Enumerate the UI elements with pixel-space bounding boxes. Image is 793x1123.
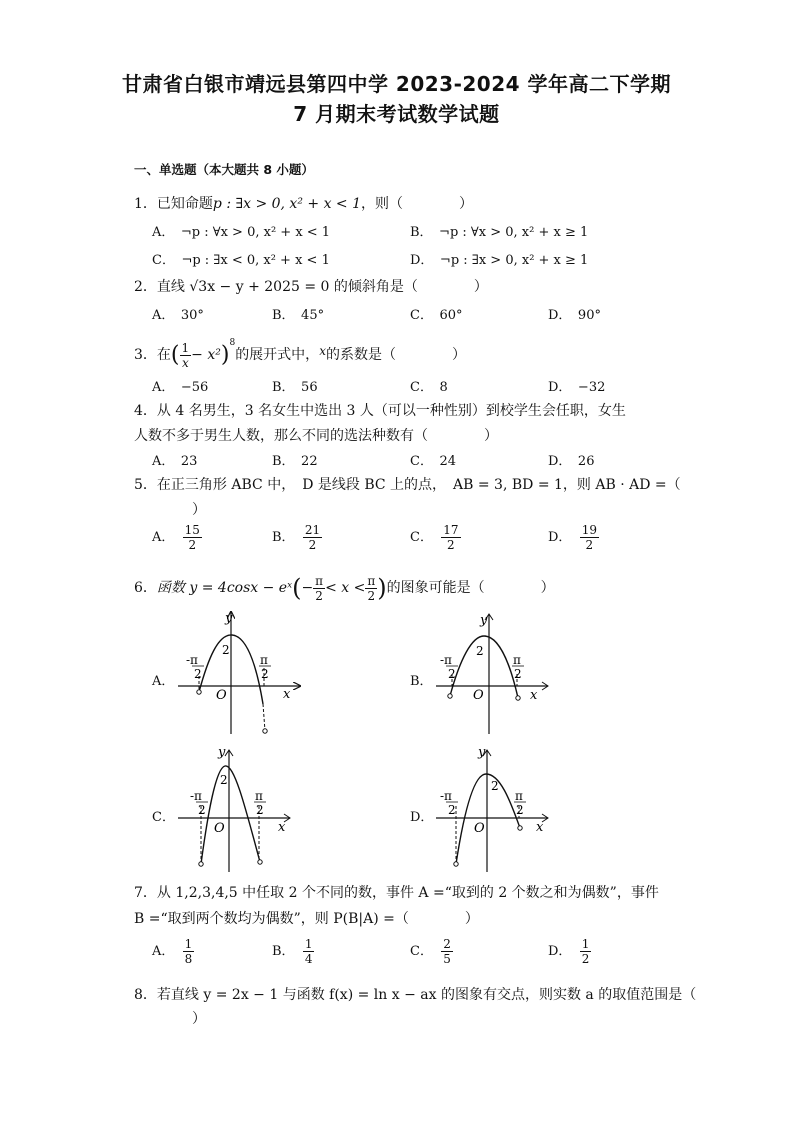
question-2 — [134, 276, 488, 296]
svg-text:2: 2 — [261, 667, 269, 681]
svg-text:2: 2 — [476, 644, 484, 658]
function-curve — [201, 766, 260, 864]
option-a[interactable]: A． $\frac{1}{8}$ — [152, 937, 193, 966]
math-expression: 函数 y = 4cosx − eˣ — [156, 580, 293, 596]
question-1 — [134, 193, 473, 213]
svg-text:2: 2 — [256, 803, 264, 817]
svg-text:y: y — [480, 613, 488, 628]
svg-text:π: π — [513, 653, 521, 667]
svg-text:y: y — [218, 745, 226, 760]
option-label: B． — [272, 944, 295, 959]
endpoint-open — [258, 860, 262, 864]
question-3: 3．在( $\frac{1}{x}$ − x²)$^8$的展开式中，x的系数是（ ） — [134, 338, 466, 370]
option-b[interactable]: B． 22 — [272, 454, 318, 469]
endpoint-open — [263, 729, 267, 733]
function-curve — [456, 774, 520, 864]
option-label: B． — [272, 530, 295, 545]
endpoint-open — [516, 696, 520, 700]
endpoint-open — [197, 690, 201, 694]
endpoint-open — [454, 862, 458, 866]
question-number: 4． — [134, 403, 157, 419]
option-d[interactable]: D． 90° — [548, 308, 601, 323]
option-label: C． — [410, 530, 433, 545]
question-7-line2: B =“取到两个数均为偶数”，则 P(B|A) =（ ） — [134, 911, 479, 927]
question-number: 5． — [134, 477, 157, 493]
question-number: 6． — [134, 580, 157, 596]
graph-option-b[interactable] — [428, 604, 568, 740]
question-text: 的系数是（ ） — [325, 347, 466, 363]
option-label: C． — [410, 944, 433, 959]
svg-text:2: 2 — [514, 667, 522, 681]
option-label: D． — [548, 530, 572, 545]
option-c[interactable]: C． $\frac{2}{5}$ — [410, 937, 451, 966]
svg-text:2: 2 — [198, 803, 206, 817]
graph-option-d-label[interactable]: D． — [410, 810, 434, 825]
option-c[interactable]: C． $\frac{17}{2}$ — [410, 523, 459, 552]
question-text: 从 1,2,3,4,5 中任取 2 个不同的数，事件 A =“取到的 2 个数之和为偶数”，事件 — [156, 885, 659, 901]
endpoint-open — [199, 862, 203, 866]
question-text: 若直线 y = 2x − 1 与函数 f(x) = ln x − ax 的图象有交点，则实数 a 的取值范围是（ — [156, 987, 697, 1003]
exam-title-line2: 7 月期末考试数学试题 — [293, 102, 500, 126]
question-number: 1． — [134, 196, 157, 212]
svg-text:O: O — [474, 821, 485, 836]
graph-option-a[interactable] — [170, 604, 310, 740]
question-number: 7． — [134, 885, 157, 901]
svg-text:2: 2 — [222, 643, 230, 657]
math-expression: − x² — [191, 347, 221, 363]
svg-text:y: y — [225, 611, 233, 626]
option-label: D． — [548, 944, 572, 959]
svg-text:2: 2 — [448, 803, 456, 817]
graph-option-c-label[interactable]: C． — [152, 810, 175, 825]
option-d[interactable]: D． $\frac{1}{2}$ — [548, 937, 590, 966]
option-d[interactable]: D． ¬p : ∃x > 0, x² + x ≥ 1 — [410, 253, 589, 268]
question-text: 在 — [156, 347, 171, 363]
question-text: 已知命题 — [156, 196, 213, 212]
svg-text:-π: -π — [190, 789, 202, 803]
function-curve — [450, 636, 518, 698]
fraction: $\frac{1}{x}$ — [181, 340, 190, 370]
svg-text:π: π — [515, 789, 523, 803]
endpoint-open — [518, 826, 522, 830]
option-a[interactable]: A． 30° — [152, 308, 204, 323]
option-b[interactable]: B． $\frac{1}{4}$ — [272, 937, 313, 966]
graph-option-d[interactable] — [428, 742, 568, 878]
option-c[interactable]: C． 24 — [410, 454, 456, 469]
option-b[interactable]: B． 56 — [272, 380, 318, 395]
svg-text:x: x — [278, 820, 286, 835]
question-text: 的展开式中， — [235, 347, 320, 363]
variable: x — [319, 344, 326, 358]
option-a[interactable]: A． −56 — [152, 380, 209, 395]
question-5-line2: ） — [192, 502, 206, 518]
question-6: 6．函数 y = 4cosx − eˣ(− $\frac{\pi}{2}$ < x < $\frac{\pi}{2}$ )的图象可能是（ ） — [134, 573, 555, 603]
exam-title-line1: 甘肃省白银市靖远县第四中学 2023-2024 学年高二下学期 — [121, 72, 672, 96]
svg-text:x: x — [530, 688, 538, 703]
question-number: 2． — [134, 279, 157, 295]
svg-text:2: 2 — [516, 803, 524, 817]
svg-text:O: O — [214, 821, 225, 836]
svg-text:2: 2 — [194, 667, 202, 681]
graph-option-c[interactable] — [170, 742, 310, 878]
question-text: ，则（ ） — [361, 196, 474, 212]
question-8-line2: ） — [192, 1011, 206, 1027]
svg-text:-π: -π — [440, 653, 452, 667]
option-b[interactable]: B． $\frac{21}{2}$ — [272, 523, 321, 552]
svg-text:-π: -π — [186, 653, 198, 667]
svg-text:O: O — [216, 688, 227, 703]
question-text: 的图象可能是（ ） — [386, 580, 555, 596]
option-d[interactable]: D． 26 — [548, 454, 595, 469]
svg-text:2: 2 — [448, 667, 456, 681]
question-text: 直线 √3x − y + 2025 = 0 的倾斜角是（ ） — [156, 279, 488, 295]
question-4-line2: 人数不多于男生人数，那么不同的选法种数有（ ） — [134, 428, 498, 444]
svg-text:π: π — [255, 789, 263, 803]
question-number: 3． — [134, 347, 157, 363]
svg-text:x: x — [283, 687, 291, 702]
question-number: 8． — [134, 987, 157, 1003]
question-8 — [134, 984, 696, 1004]
question-text: 在正三角形 ABC 中， D 是线段 BC 上的点， AB = 3, BD = 1，则 AB · AD =（ — [156, 477, 681, 493]
svg-text:x: x — [536, 820, 544, 835]
svg-text:2: 2 — [220, 773, 228, 787]
option-a[interactable]: A． 23 — [152, 454, 198, 469]
option-b[interactable]: B． 45° — [272, 308, 325, 323]
svg-text:O: O — [473, 688, 484, 703]
question-7 — [134, 882, 659, 902]
svg-text:y: y — [478, 745, 486, 760]
option-label: A． — [152, 944, 175, 959]
question-4 — [134, 400, 626, 420]
option-c[interactable]: C． 60° — [410, 308, 463, 323]
question-text: 从 4 名男生，3 名女生中选出 3 人（可以一种性别）到校学生会任职，女生 — [156, 403, 626, 419]
option-a[interactable]: A． $\frac{15}{2}$ — [152, 523, 200, 552]
option-c[interactable]: C． 8 — [410, 380, 448, 395]
graph-option-a-label[interactable]: A． — [152, 674, 175, 689]
svg-text:π: π — [260, 653, 268, 667]
graph-option-b-label[interactable]: B． — [410, 674, 433, 689]
math-expression: p : ∃x > 0, x² + x < 1 — [212, 196, 362, 212]
option-a[interactable]: A． ¬p : ∀x > 0, x² + x < 1 — [152, 225, 331, 240]
exponent: 8 — [229, 338, 236, 348]
section-heading: 一、单选题（本大题共 8 小题） — [134, 162, 314, 177]
option-label: A． — [152, 530, 175, 545]
question-5 — [134, 474, 681, 494]
endpoint-open — [448, 694, 452, 698]
option-d[interactable]: D． $\frac{19}{2}$ — [548, 523, 597, 552]
option-c[interactable]: C． ¬p : ∃x < 0, x² + x < 1 — [152, 253, 330, 268]
svg-text:2: 2 — [491, 779, 499, 793]
option-b[interactable]: B． ¬p : ∀x > 0, x² + x ≥ 1 — [410, 225, 589, 240]
svg-text:-π: -π — [440, 789, 452, 803]
option-d[interactable]: D． −32 — [548, 380, 606, 395]
